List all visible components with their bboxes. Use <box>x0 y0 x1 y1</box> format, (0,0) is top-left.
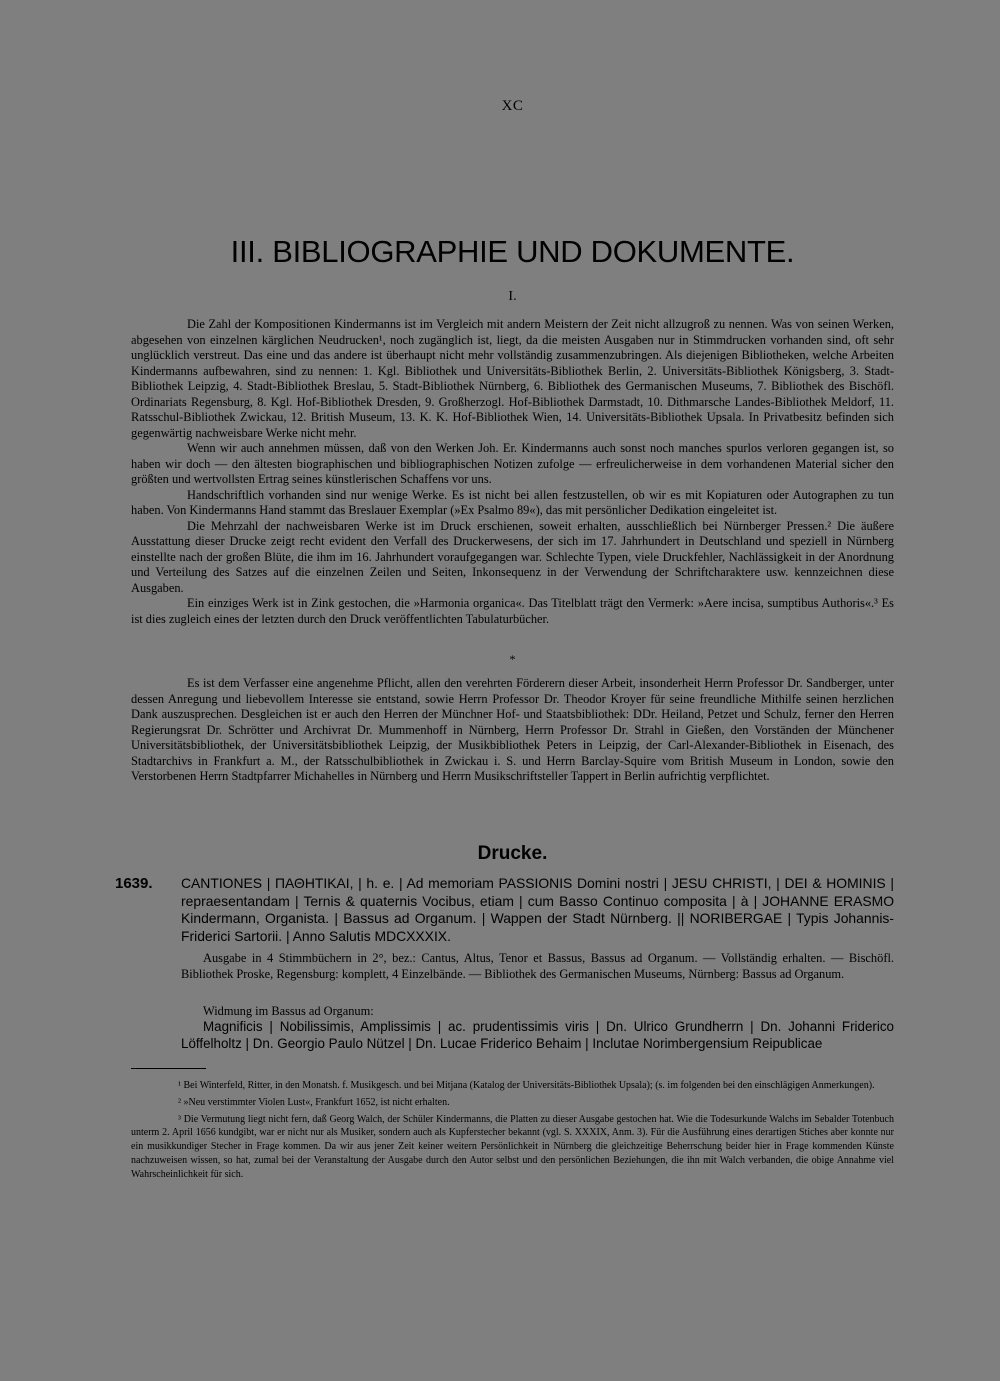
entry-description <box>181 951 894 982</box>
entry-year: 1639. <box>115 875 153 892</box>
entry-title: CANTIONES | ΠΑΘΗΤΙΚΑΙ, | h. e. | Ad memoriam PASSIONIS Domini nostri | JESU CHRISTI, | DEI & HOMINIS | repraesentandam | Ternis & quaternis Vocibus, etiam | cum Basso Continuo composita | à | JOHANNE ERASMO Kindermann, Organista. | Bassus ad Organum. | Wappen der Stadt Nürnberg. || NORIBERGAE | Typis Johannis-Friderici Sartorii. | Anno Salutis MDCXXXIX. <box>181 875 894 944</box>
subsection-number: I. <box>508 289 517 304</box>
paragraph-libraries: Die Zahl der Kompositionen Kindermanns ist im Vergleich mit andern Meistern der Zeit nicht allzugroß zu nennen. Was von seinen Werken, abgesehen von einzelnen kärglichen Neudrucken¹, noch zugänglich ist, liegt, da die meisten Ausgaben nur in Stimmdrucken vorhanden sind, oft sehr unglücklich verstreut. Das eine und das andere ist überhaupt nicht mehr vollständig zusammenzubringen. Als diejenigen Bibliotheken, welche Arbeiten Kindermanns aufbewahren, sind zu nennen: 1. Kgl. Bibliothek und Universitäts-Bibliothek Berlin, 2. Universitäts-Bibliothek Königsberg, 3. Stadt-Bibliothek Leipzig, 4. Stadt-Bibliothek Breslau, 5. Stadt-Bibliothek Nürnberg, 6. Bibliothek des Germanischen Museums, 7. Bibliothek des Bischöfl. Ordinariats Regensburg, 8. Kgl. Hof-Bibliothek Dresden, 9. Großherzogl. Hof-Bibliothek Darmstadt, 10. Dithmarsche Landes-Bibliothek Meldorf, 11. Ratsschul-Bibliothek Zwickau, 12. British Museum, 13. K. K. Hof-Bibliothek Wien, 14. Universitäts-Bibliothek Upsala. In Privatbesitz befinden sich gegenwärtig nachweisbare Werke nicht mehr. <box>131 317 894 440</box>
page-number: XC <box>501 98 524 114</box>
section-separator: * <box>509 652 516 666</box>
footnote-3: ³ Die Vermutung liegt nicht fern, daß Georg Walch, der Schüler Kindermanns, die Platten zu dieser Ausgabe gestochen hat. Wie die Todesurkunde Walchs im Sebalder Totenbuch unterm 2. April 1656 kundgibt, war er nicht nur als Musiker, sondern auch als Kupferstecher bekannt (vgl. S. XXXIX, Anm. 3). Für die Ausführung eines derartigen Stiches aber konnte nur ein musikkundiger Stecher in Frage kommen. Da wir aus jener Zeit keiner weitern Persönlichkeit in Nürnberg die gleichzeitige Beherrschung beider hier in Frage kommenden Künste nachzuweisen wissen, so hat, zumal bei der Veranstaltung der Ausgabe durch den Autor selbst und den persönlichen Beziehungen, die ihn mit Walch verbanden, die obige Annahme viel Wahrscheinlichkeit für sich. <box>131 1113 894 1180</box>
bibliography-entry <box>115 875 894 945</box>
paragraph-prints: Die Mehrzahl der nachweisbaren Werke ist im Druck erschienen, soweit erhalten, ausschließlich bei Nürnberger Pressen.² Die äußere Ausstattung dieser Drucke zeigt recht evident den Verfall des Druckerwesens, der sich im 17. Jahrhundert in Deutschland und speziell in Nürnberg einstellte nach der großen Blüte, die ihm im 16. Jahrhundert voraufgegangen war. Schlechte Typen, viele Druckfehler, Nachlässigkeit in der Anordnung und Verteilung des Satzes auf die einzelnen Zeilen und Seiten, Inkonsequenz in der Verwendung der Schriftcharaktere usw. kennzeichnen diese Ausgaben. <box>131 518 894 595</box>
introduction-text <box>131 317 894 627</box>
acknowledgements-paragraph: Es ist dem Verfasser eine angenehme Pflicht, allen den verehrten Förderern dieser Arbeit, insonderheit Herrn Professor Dr. Sandberger, unter dessen Anregung und liebevollem Interesse sie entstand, sowie Herrn Professor Dr. Theodor Kroyer für seine freundliche Mithilfe seinen herzlichen Dank auszusprechen. Desgleichen ist er auch den Herren der Münchner Hof- und Staatsbibliothek: DDr. Heiland, Petzet und Schulz, ferner den Herren Regierungsrat Dr. Schrötter und Archivrat Dr. Mummenhoff in Nürnberg, Herrn Professor Dr. Strahl in Gießen, den Vorständen der Münchener Universitätsbibliothek, der Universitätsbibliothek Leipzig, der Musikbibliothek Peters in Leipzig, der Carl-Alexander-Bibliothek in Eisenach, des Stadtarchivs in Frankfurt a. M., der Ratsschulbibliothek in Zwickau i. S. und Herrn Barclay-Squire vom British Museum in London, sowie den Verstorbenen Herrn Stadtpfarrer Michahelles in Nürnberg und Herrn Musikschriftsteller Tappert in Berlin aufrichtig verpflichtet. <box>131 676 894 783</box>
paragraph-lost-works: Wenn wir auch annehmen müssen, daß von den Werken Joh. Er. Kindermanns auch sonst noch manches spurlos verloren gegangen ist, so haben wir doch — den ältesten biographischen und bibliographischen Notizen zufolge — erfreulicherweise in dem vorhandenen Material sicher den größten und wertvollsten Ertrag seines künstlerischen Schaffens vor uns. <box>131 441 894 486</box>
section-title: III. BIBLIOGRAPHIE UND DOKUMENTE. <box>230 234 795 269</box>
paragraph-manuscripts: Handschriftlich vorhanden sind nur wenige Werke. Es ist nicht bei allen festzustellen, ob wir es mit Kopiaturen oder Autographen zu tun haben. Von Kindermanns Hand stammt das Breslauer Exemplar (»Ex Psalmo 89«), das mit persönlicher Dedikation eingeleitet ist. <box>131 487 894 517</box>
widmung-dedication-text: Magnificis | Nobilissimis, Amplissimis | ac. prudentissimis viris | Dn. Ulrico Grundherrn | Dn. Johanni Friderico Löffelholtz | Dn. Georgio Paulo Nützel | Dn. Lucae Friderico Behaim | Inclutae Norimbergensium Reipublicae <box>181 1019 894 1051</box>
footnote-2: ² »Neu verstimmter Violen Lust«, Frankfurt 1652, ist nicht erhalten. <box>178 1096 450 1108</box>
paragraph-engraving: Ein einziges Werk ist in Zink gestochen, die »Harmonia organica«. Das Titelblatt trägt den Vermerk: »Aere incisa, sumptibus Authoris«.³ Es ist dies zugleich eines der letzten durch den Druck veröffentlichten Tabulaturbücher. <box>131 596 894 626</box>
footnote-rule <box>131 1068 206 1069</box>
entry-description-text: Ausgabe in 4 Stimmbüchern in 2°, bez.: Cantus, Altus, Tenor et Bassus, Bassus ad Organum. — Vollständig erhalten. — Bischöfl. Bibliothek Proske, Regensburg: komplett, 4 Einzelbände. — Bibliothek des Germanischen Museums, Nürnberg: Bassus ad Organum. <box>181 951 894 981</box>
widmung-label-text: Widmung im Bassus ad Organum: <box>203 1004 374 1018</box>
drucke-heading: Drucke. <box>477 843 548 864</box>
footnotes <box>131 1079 894 1185</box>
widmung-label <box>181 1004 894 1020</box>
footnote-1: ¹ Bei Winterfeld, Ritter, in den Monatsh. f. Musikgesch. und bei Mitjana (Katalog der Universitäts-Bibliothek Upsala); (s. im folgenden bei den einschlägigen Anmerkungen). <box>178 1080 875 1091</box>
acknowledgements <box>131 676 894 785</box>
widmung-dedication <box>181 1019 894 1052</box>
